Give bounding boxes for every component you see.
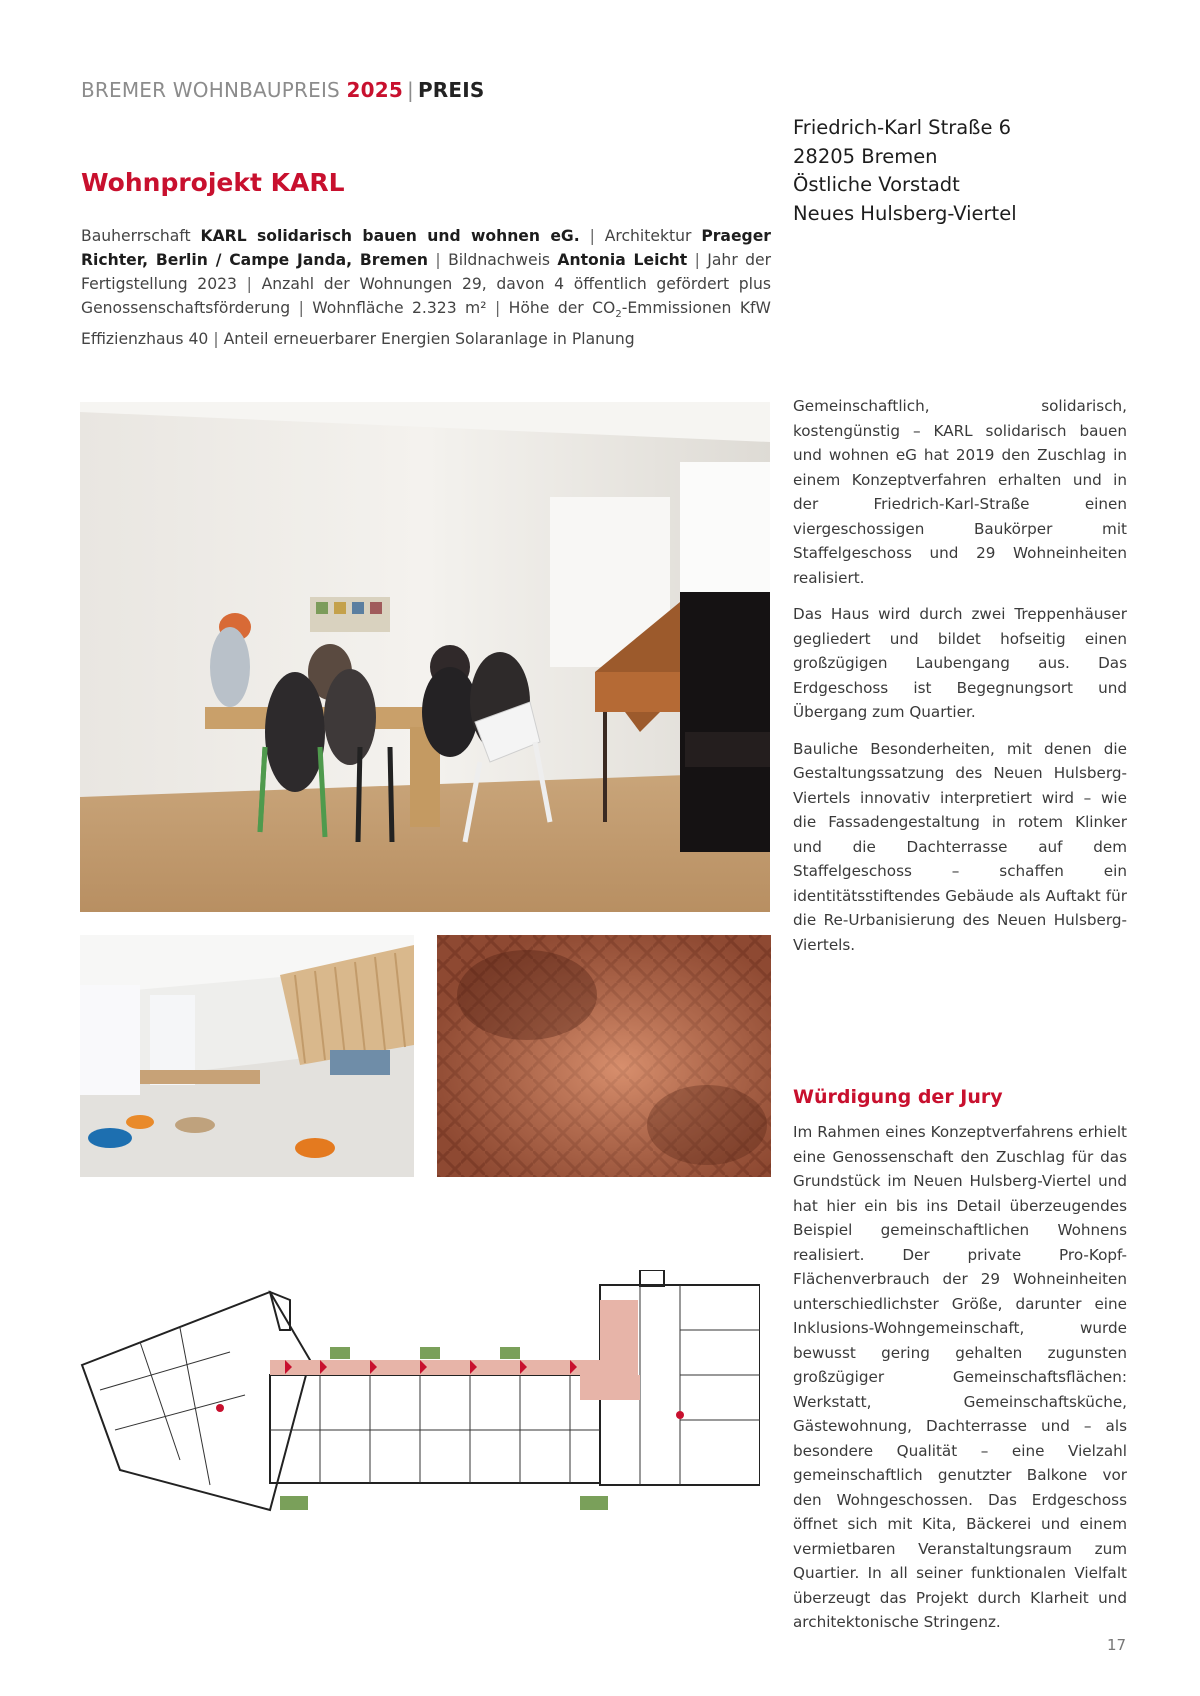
credit-architektur-label: Architektur (604, 227, 702, 245)
jury-paragraph: Im Rahmen eines Konzeptverfahrens erhielt eine Genossenschaft den Zuschlag für das Grundstück im Neuen Hulsberg-Viertel und hat hier ein bis ins Detail überzeugendes Beispiel gemeinschaftlichen Wohnens realisiert. Der private Pro-Kopf-Flächenverbrauch der 29 Wohneinheiten unterschiedlichster Größe, darunter eine Inklusions-Wohngemeinschaft, wurde bewusst gering gehalten zugunsten großzügiger Gemeinschaftsflächen: Werkstatt, Gemeinschaftsküche, Gästewohnung, Dachterrasse und – als besondere Qualität – eine Vielzahl gemeinschaftlich genutzter Balkone vor den Wohngeschossen. Das Erdgeschoss öffnet sich mit Kita, Bäckerei und einem vermietbaren Veranstaltungsraum zum Quartier. In all seiner funktionalen Vielfalt überzeugt das Projekt durch Klarheit und architektonische Stringenz. (793, 1123, 1127, 1631)
address-block (793, 114, 1017, 228)
address-city: 28205 Bremen (793, 144, 938, 168)
address-quarter: Neues Hulsberg-Viertel (793, 201, 1017, 225)
credit-bild-label: Bildnachweis (448, 251, 558, 269)
page-number: 17 (1107, 1636, 1127, 1654)
jury-text (793, 1120, 1127, 1647)
credit-architektur-value: Praeger Richter, Berlin / Campe Janda, Bremen (81, 227, 771, 269)
address-district: Östliche Vorstadt (793, 173, 960, 196)
credit-bild-value: Antonia Leicht (557, 251, 688, 269)
credit-energie: Anteil erneuerbarer Energien Solaranlage in Planung (223, 330, 635, 349)
project-credits: Bauherrschaft KARL solidarisch bauen und wohnen eG. | Architektur Praeger Richter, Berlin / Campe Janda, Bremen | Bildnachweis Antonia Leicht | Jahr der Fertigstellung 2023 | Anzahl der Wohnungen 29, davon 4 öffentlich gefördert plus Genossenschaftsförderung | Wohnfläche 2.323 m² | Höhe der $CO_2$-Emmissionen KfW Effizienzhaus 40 | Anteil erneuerbarer Energien Solaranlage in Planung (81, 227, 772, 349)
description-paragraph: Gemeinschaftlich, solidarisch, kostengünstig – KARL solidarisch bauen und wohnen eG hat 2019 den Zuschlag in einem Konzeptverfahren erhalten und in der Friedrich-Karl-Straße einen viergeschossigen Baukörper mit Staffelgeschoss und 29 Wohneinheiten realisiert. (793, 397, 1127, 587)
running-head-separator: | (406, 78, 414, 102)
credit-co2: Höhe der $CO_2$-Emmissionen KfW Effizienzhaus 40 (81, 299, 771, 349)
running-head-section: PREIS (417, 78, 485, 102)
photo-kita-room (80, 935, 414, 1177)
floor-plan (80, 1270, 760, 1520)
jury-heading: Würdigung der Jury (793, 1086, 1003, 1108)
page-title: Wohnprojekt KARL (81, 168, 345, 197)
address-street: Friedrich-Karl Straße 6 (793, 116, 1012, 139)
credit-bauherr-value: KARL solidarisch bauen und wohnen eG. (200, 227, 580, 245)
description-paragraph: Bauliche Besonderheiten, mit denen die Gestaltungssatzung des Neuen Hulsberg-Viertels innovativ interpretiert wird – wie die Fassadengestaltung in rotem Klinker und die Dachterrasse auf dem Staffelgeschoss – schaffen ein identitätsstiftendes Gebäude als Auftakt für die Re-Urbanisierung des Neuen Hulsberg-Viertels. (793, 739, 1127, 954)
main-photo-community-room (80, 402, 770, 912)
credit-bauherr-label: Bauherrschaft (81, 227, 201, 245)
project-description (793, 394, 1127, 969)
photo-brick-facade (437, 935, 771, 1177)
running-head-year: 2025 (346, 78, 403, 102)
credit-jahr: Jahr der Fertigstellung 2023 (81, 251, 772, 293)
credit-wohnungen: Anzahl der Wohnungen 29, davon 4 öffentlich gefördert plus Genossenschaftsförderung (81, 275, 771, 317)
running-head-prefix: BREMER WOHNBAUPREIS (81, 78, 340, 102)
description-paragraph: Das Haus wird durch zwei Treppenhäuser gegliedert und bildet hofseitig einen großzügigen Laubengang aus. Das Erdgeschoss ist Begegnungsort und Übergang zum Quartier. (793, 605, 1127, 721)
credit-flaeche: Wohnfläche 2.323 m² (312, 299, 487, 317)
running-head (81, 78, 485, 102)
